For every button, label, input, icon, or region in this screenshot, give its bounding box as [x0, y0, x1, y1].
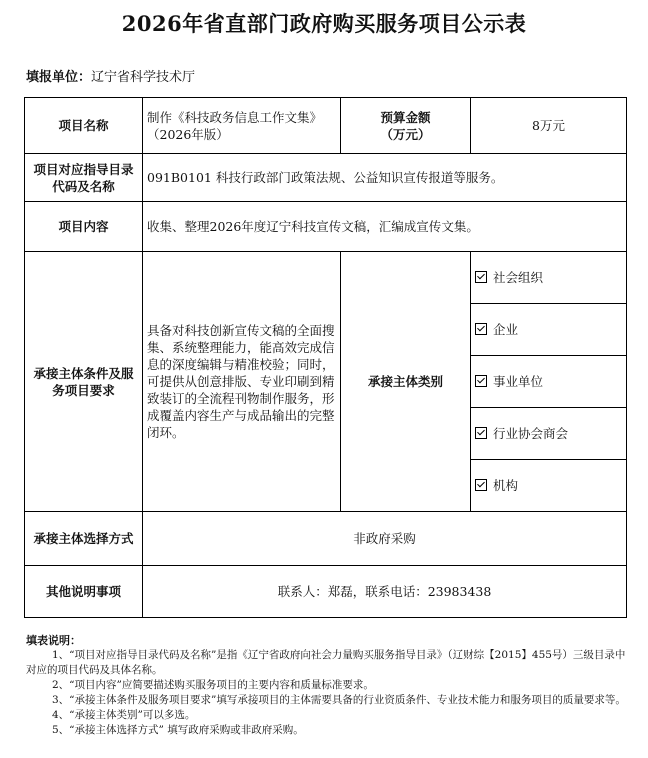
catalog-code-label-line2: 代码及名称 — [52, 178, 115, 194]
entity-option-label: 企业 — [493, 322, 519, 337]
reporting-unit-label: 填报单位： — [26, 70, 92, 85]
entity-option-5 — [471, 460, 627, 512]
budget-label-line1: 预算金额 — [380, 109, 431, 125]
fill-instructions — [26, 633, 626, 738]
row-project-content — [25, 202, 627, 252]
selection-method-value: 非政府采购 — [143, 512, 627, 566]
entity-option-4 — [471, 408, 627, 460]
budget-label-line2: （万元） — [380, 126, 431, 142]
entity-option-label: 机构 — [493, 478, 519, 493]
checkbox-checked-icon — [475, 427, 487, 439]
checkbox-checked-icon — [475, 323, 487, 335]
page-title: 2026年省直部门政府购买服务项目公示表 — [121, 11, 527, 36]
instruction-item: 3、“承接主体条件及服务项目要求”填写承接项目的主体需要具备的行业资质条件、专业技术能力和服务项目的质量要求等。 — [52, 694, 626, 706]
checkbox-checked-icon — [475, 479, 487, 491]
instruction-item: 1、“项目对应指导目录代码及名称”是指《辽宁省政府向社会力量购买服务指导目录》（辽财综【2015】455号）三级目录中对应的项目代码及具体名称。 — [26, 649, 626, 676]
project-name-value: 制作《科技政务信息工作文集》（2026年版） — [143, 98, 341, 154]
row-catalog-code — [25, 154, 627, 202]
instruction-item: 2、“项目内容”应简要描述购买服务项目的主要内容和质量标准要求。 — [52, 679, 374, 691]
other-notes-label: 其他说明事项 — [25, 566, 143, 618]
requirements-text: 具备对科技创新宣传文稿的全面搜集、系统整理能力，能高效完成信息的深度编辑与精准校验；同时，可提供从创意排版、专业印刷到精致装订的全流程刊物制作服务，形成覆盖内容生产与成品输出的完整闭环。 — [143, 252, 341, 512]
entity-option-1 — [471, 252, 627, 304]
entity-option-label: 行业协会商会 — [493, 426, 569, 441]
reporting-unit — [26, 66, 195, 85]
row-project-name — [25, 98, 627, 154]
row-requirements-1 — [25, 252, 627, 304]
reporting-unit-value: 辽宁省科学技术厅 — [91, 70, 196, 85]
entity-option-2 — [471, 304, 627, 356]
entity-option-3 — [471, 356, 627, 408]
checkbox-checked-icon — [475, 271, 487, 283]
budget-value: 8万元 — [471, 98, 627, 154]
catalog-code-label-line1: 项目对应指导目录 — [33, 161, 134, 177]
checkbox-checked-icon — [475, 375, 487, 387]
requirements-label — [25, 252, 143, 512]
project-table — [24, 97, 627, 618]
project-content-label: 项目内容 — [25, 202, 143, 252]
instruction-item: 5、“承接主体选择方式” 填写政府采购或非政府采购。 — [52, 724, 304, 736]
catalog-code-value: 091B0101 科技行政部门政策法规、公益知识宣传报道等服务。 — [143, 154, 627, 202]
entity-option-label: 事业单位 — [493, 374, 544, 389]
requirements-label-line1: 承接主体条件及服 — [33, 365, 134, 381]
row-selection-method — [25, 512, 627, 566]
budget-label — [341, 98, 471, 154]
entity-option-label: 社会组织 — [493, 270, 544, 285]
catalog-code-label — [25, 154, 143, 202]
fill-instructions-heading: 填表说明： — [26, 634, 81, 647]
row-other-notes — [25, 566, 627, 618]
instruction-item: 4、“承接主体类别”可以多选。 — [52, 709, 196, 721]
requirements-label-line2: 务项目要求 — [52, 382, 115, 398]
selection-method-label: 承接主体选择方式 — [25, 512, 143, 566]
entity-type-label: 承接主体类别 — [341, 252, 471, 512]
other-notes-value: 联系人：郑磊，联系电话：23983438 — [143, 566, 627, 618]
project-content-value: 收集、整理2026年度辽宁科技宣传文稿，汇编成宣传文集。 — [143, 202, 627, 252]
project-name-label: 项目名称 — [25, 98, 143, 154]
